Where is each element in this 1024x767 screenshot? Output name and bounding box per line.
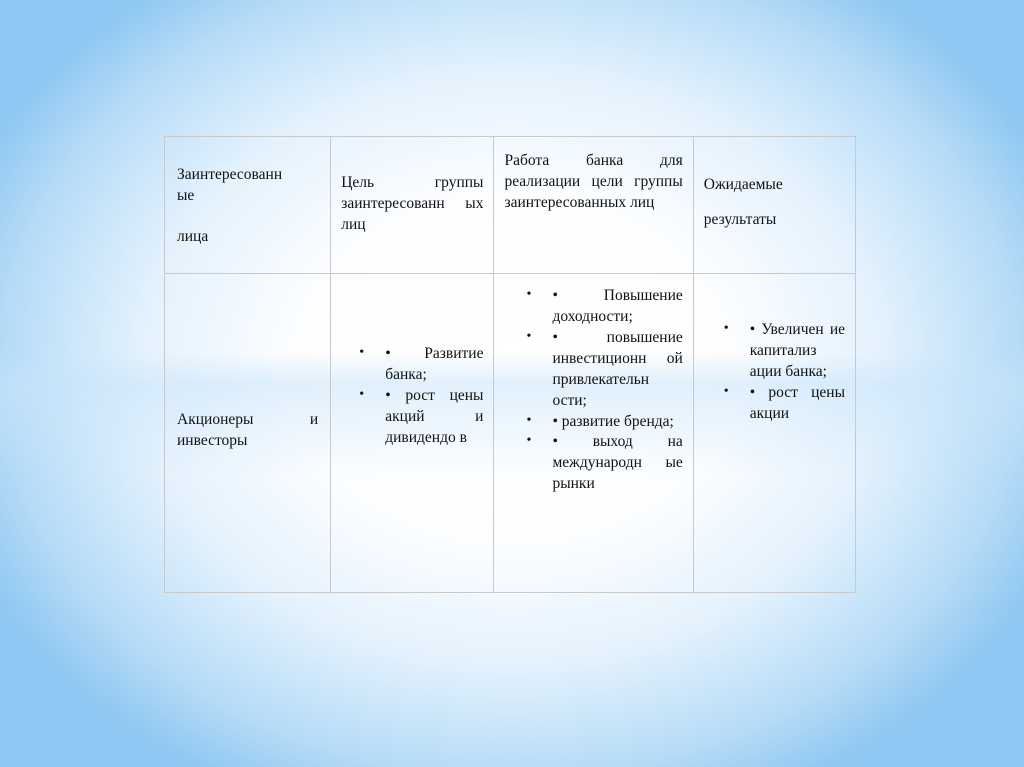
header-stakeholders-cell xyxy=(165,137,331,274)
bank-work-item-2: • повышение инвестиционн ой привлекательн ости; xyxy=(552,328,683,409)
list-item: • • Развитие банка; xyxy=(359,345,484,383)
bank-work-list xyxy=(520,286,682,495)
goals-cell xyxy=(331,274,494,593)
header-stakeholders-line2: ые xyxy=(177,186,195,204)
list-item: • • Увеличен ие капитализ ации банка; xyxy=(723,321,845,380)
list-item: • • повышение инвестиционн ой привлекательн ости; xyxy=(526,328,683,409)
header-expected-cell xyxy=(693,137,855,274)
results-cell xyxy=(693,274,855,593)
table-row xyxy=(165,274,856,593)
result-item-1: • Увеличен ие капитализ ации банка; xyxy=(749,321,845,380)
header-expected-line2: результаты xyxy=(703,210,777,228)
results-list xyxy=(718,320,845,425)
header-stakeholders-line1: Заинтересованн xyxy=(177,166,283,183)
goal-item-1: • Развитие банка; xyxy=(385,345,484,383)
list-item: • • развитие бренда; xyxy=(526,412,674,430)
table-header-row xyxy=(165,137,856,274)
goals-list xyxy=(353,344,483,449)
header-bank-work-text: Работа банка для реализации цели группы заинтересованных лиц xyxy=(504,152,683,211)
list-item: • • рост цены акции xyxy=(723,383,845,422)
bank-work-item-1: • Повышение доходности; xyxy=(552,287,683,325)
stakeholder-cell xyxy=(165,274,331,593)
list-item: • • рост цены акций и дивидендо в xyxy=(359,386,484,446)
bank-work-item-3: • развитие бренда; xyxy=(552,412,674,430)
stakeholder-text: Акционеры и инвесторы xyxy=(177,411,319,449)
list-item: • • Повышение доходности; xyxy=(526,287,683,325)
bank-work-cell xyxy=(494,274,693,593)
header-goal-cell xyxy=(331,137,494,274)
header-expected-line1: Ожидаемые xyxy=(703,176,783,193)
result-item-2: • рост цены акции xyxy=(749,383,845,422)
header-goal-text: Цель группы заинтересованн ых лиц xyxy=(341,174,484,233)
header-stakeholders-line3: лица xyxy=(177,227,209,245)
bank-work-item-4: • выход на международн ые рынки xyxy=(552,433,683,493)
header-bank-work-cell xyxy=(494,137,693,274)
list-item: • • выход на международн ые рынки xyxy=(526,433,683,493)
stakeholder-table xyxy=(164,136,856,593)
goal-item-2: • рост цены акций и дивидендо в xyxy=(385,386,484,446)
